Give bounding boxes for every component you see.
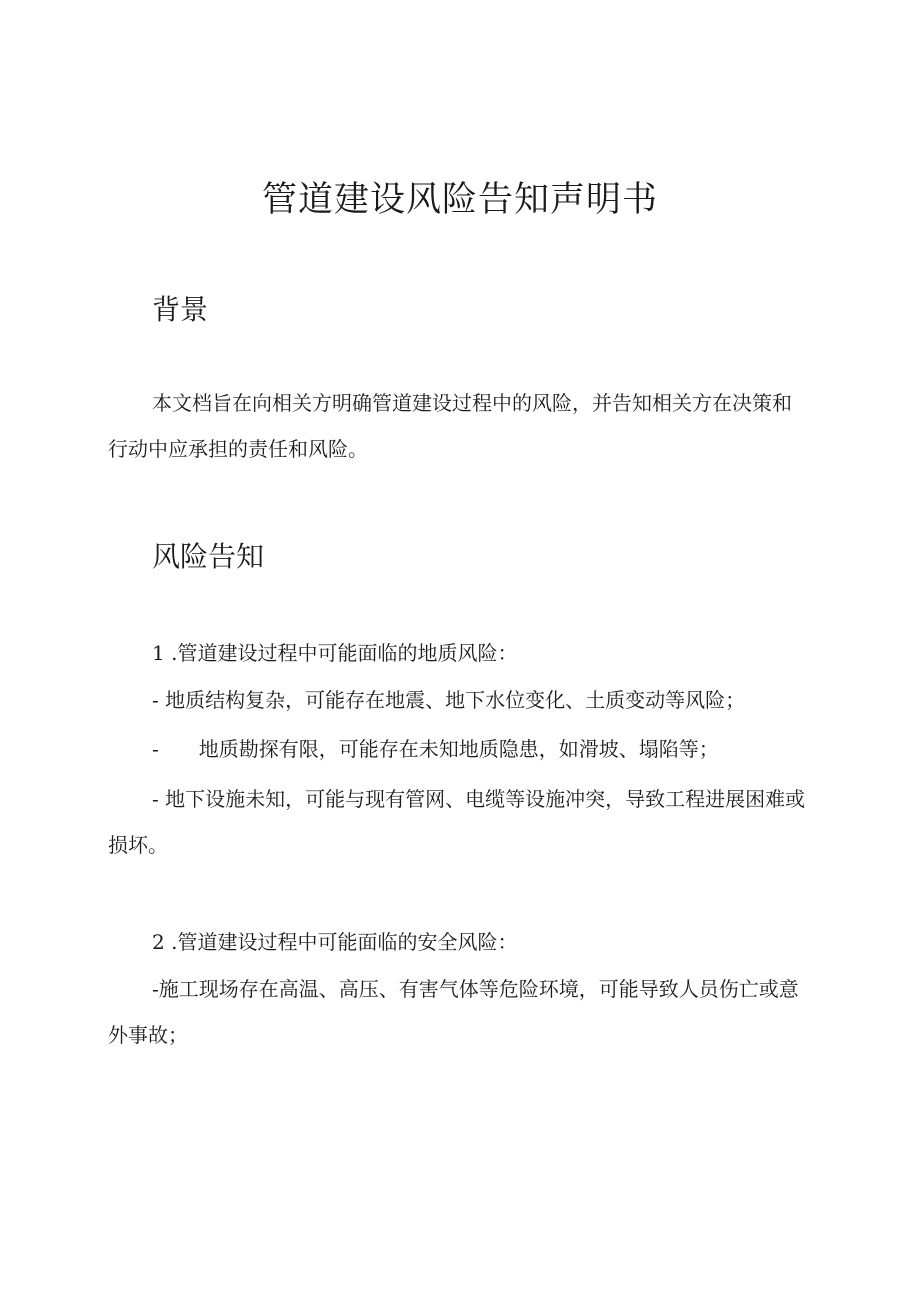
section-heading-risk-notice: 风险告知: [152, 540, 265, 573]
item1-title: 1 .管道建设过程中可能面临的地质风险：: [152, 641, 518, 665]
section-heading-background: 背景: [152, 293, 209, 326]
item1-bullet-1: - 地质结构复杂，可能存在地震、地下水位变化、土质变动等风险；: [152, 688, 746, 712]
item1-bullet-2: [152, 734, 719, 764]
item2-title: 2 .管道建设过程中可能面临的安全风险：: [152, 930, 518, 954]
item1-bullet-3: - 地下设施未知，可能与现有管网、电缆等设施冲突，导致工程进展困难或损坏。: [108, 787, 806, 857]
bullet-dash: -: [152, 737, 159, 761]
item1-bullet-2-text: 地质勘探有限，可能存在未知地质隐患，如滑坡、塌陷等；: [198, 737, 719, 761]
background-paragraph: 本文档旨在向相关方明确管道建设过程中的风险，并告知相关方在决策和行动中应承担的责任和风险。: [108, 391, 792, 461]
item2-bullet-1: -施工现场存在高温、高压、有害气体等危险环境，可能导致人员伤亡或意外事故；: [108, 977, 799, 1047]
document-title: 管道建设风险告知声明书: [261, 180, 658, 220]
